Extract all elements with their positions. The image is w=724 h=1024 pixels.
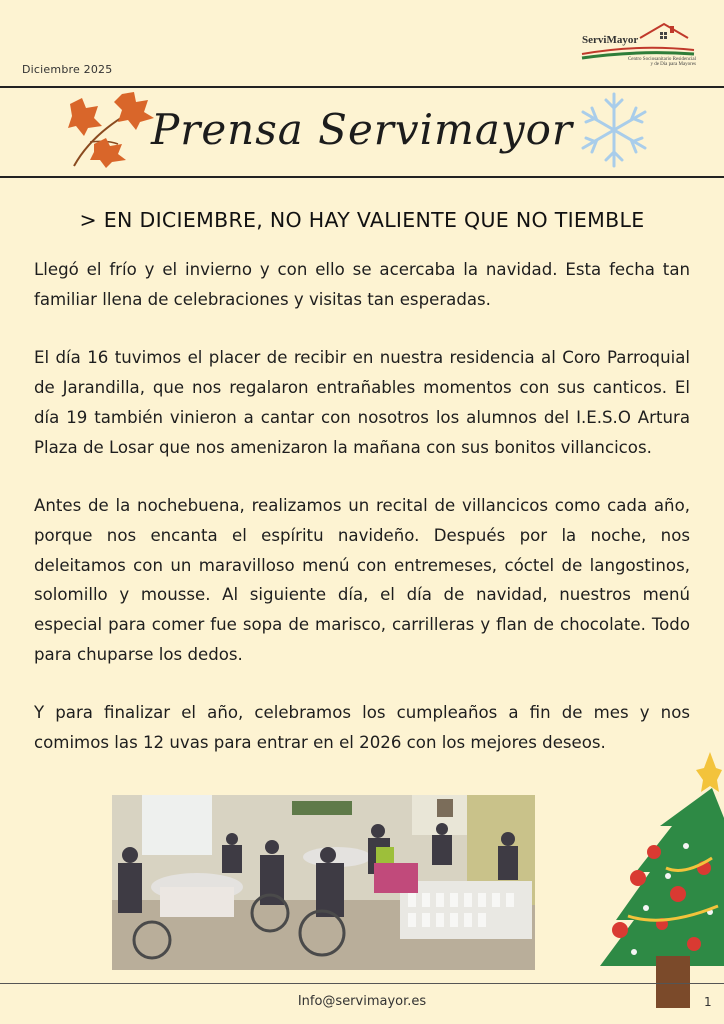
article-body	[34, 255, 690, 787]
paragraph: Antes de la nochebuena, realizamos un recital de villancicos como cada año, porque nos encanta el espíritu navideño. Después por la noche, nos deleitamos con un maravilloso menú con entremeses, cóctel de langostinos, solomillo y mousse. Al siguiente día, el día de navidad, nuestros menú especial para comer fue sopa de marisco, carrilleras y flan de chocolate. Todo para chuparse los dedos.	[34, 496, 690, 664]
issue-date: Diciembre 2025	[22, 63, 113, 76]
article-headline: > EN DICIEMBRE, NO HAY VALIENTE QUE NO TIEMBLE	[79, 208, 645, 232]
paragraph: El día 16 tuvimos el placer de recibir en nuestra residencia al Coro Parroquial de Jarandilla, que nos regalaron entrañables momentos con sus canticos. El día 19 también vinieron a cantar con nosotros los alumnos del I.E.S.O Artura Plaza de Losar que nos amenizaron la mañana con sus bonitos villancicos.	[34, 348, 690, 457]
paragraph: Llegó el frío y el invierno y con ello se acercaba la navidad. Esta fecha tan familiar llena de celebraciones y visitas tan esperadas.	[34, 260, 690, 309]
paragraph: Y para finalizar el año, celebramos los cumpleaños a fin de mes y nos comimos las 12 uvas para entrar en el 2026 con los mejores deseos.	[34, 703, 690, 753]
masthead-title: Prensa Servimayor	[150, 105, 573, 154]
logo-subtitle: Centro Sociosanitario Residencial y de Día para Mayores	[627, 57, 696, 67]
residents-photo	[112, 795, 535, 970]
page-number: 1	[704, 995, 712, 1009]
footer-rule	[0, 983, 724, 984]
snowflake-icon	[576, 88, 652, 172]
christmas-tree-icon	[594, 748, 724, 1008]
servimayor-logo	[578, 20, 698, 68]
logo-name: ServiMayor	[582, 34, 639, 46]
header-rule-bottom	[0, 176, 724, 178]
contact-email[interactable]: Info@servimayor.es	[297, 994, 427, 1009]
